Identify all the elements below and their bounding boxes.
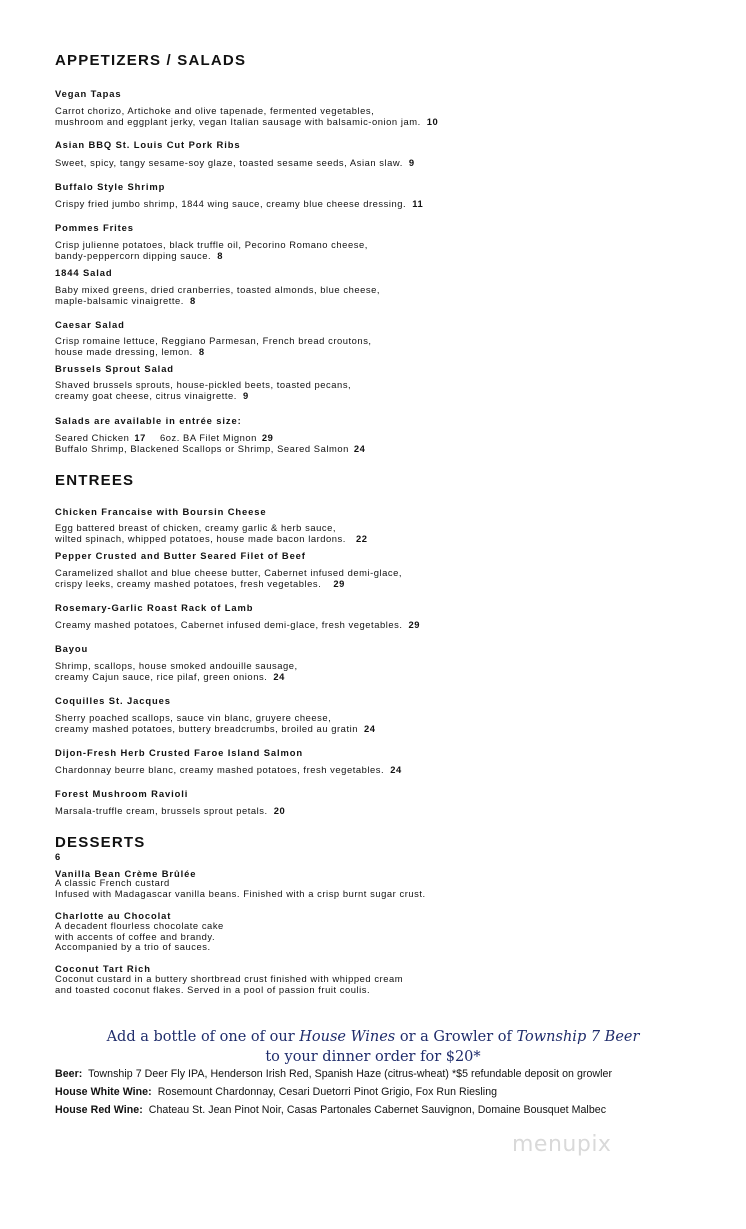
item-caesar-salad: Caesar Salad [55,319,125,330]
price: 22 [355,532,368,544]
desc-pommes-frites: Crisp julienne potatoes, black truffle oil, Pecorino Romano cheese, bandy-peppercorn dipping sauce. 8 [55,239,368,261]
desc-charlotte-au-chocolat: A decadent flourless chocolate cake with accents of coffee and brandy. Accompanied by a trio of sauces. [55,920,224,952]
price: 11 [412,198,424,209]
desc-bayou: Shrimp, scallops, house smoked andouille sausage, creamy Cajun sauce, rice pilaf, green onions. 24 [55,660,298,682]
price: 29 [408,619,421,630]
item-buffalo-shrimp: Buffalo Style Shrimp [55,181,166,192]
item-rack-of-lamb: Rosemary-Garlic Roast Rack of Lamb [55,602,254,613]
price: 24 [364,722,376,734]
price: 8 [217,249,223,261]
desc-faroe-island-salmon: Chardonnay beurre blanc, creamy mashed potatoes, fresh vegetables. 24 [55,764,402,775]
item-coconut-tart: Coconut Tart Rich [55,963,151,974]
item-coquilles-st-jacques: Coquilles St. Jacques [55,695,171,706]
item-vegan-tapas: Vegan Tapas [55,88,122,99]
desc-chicken-francaise: Egg battered breast of chicken, creamy garlic & herb sauce, wilted spinach, whipped potatoes, house made bacon lardons. 22 [55,522,368,544]
price: 8 [198,345,205,357]
price: 20 [273,805,286,816]
desc-brussels-sprout-salad: Shaved brussels sprouts, house-pickled beets, toasted pecans, creamy goat cheese, citrus vinaigrette. 9 [55,379,352,401]
desc-1844-salad: Baby mixed greens, dried cranberries, toasted almonds, blue cheese, maple-balsamic vinaigrette. 8 [55,284,381,306]
desserts-title: DESSERTS [55,834,146,851]
desserts-price: 6 [55,851,62,862]
item-1844-salad: 1844 Salad [55,267,113,278]
entree-size-options: Seared Chicken 17 6oz. BA Filet Mignon 29 Buffalo Shrimp, Blackened Scallops or Shrimp, Seared Salmon 24 [55,432,366,454]
drink-house-white: House White Wine: Rosemount Chardonnay, Cesari Duetorri Pinot Grigio, Fox Run Riesling [55,1086,498,1098]
price: 29 [333,577,345,589]
desc-creme-brulee: A classic French custard Infused with Madagascar vanilla beans. Finished with a crisp burnt sugar crust. [55,877,426,899]
price: 9 [242,389,249,401]
item-pommes-frites: Pommes Frites [55,222,134,233]
item-bayou: Bayou [55,643,89,654]
price: 10 [426,115,439,127]
menupix-watermark: menupix [512,1132,612,1157]
desc-buffalo-shrimp: Crispy fried jumbo shrimp, 1844 wing sauce, creamy blue cheese dressing. 11 [55,198,424,209]
entree-size-heading: Salads are available in entrée size: [55,415,242,426]
item-charlotte-au-chocolat: Charlotte au Chocolat [55,910,172,921]
price: 8 [189,294,196,306]
drink-house-red: House Red Wine: Chateau St. Jean Pinot Noir, Casas Partonales Cabernet Sauvignon, Domaine Bousquet Malbec [55,1104,607,1116]
desc-mushroom-ravioli: Marsala-truffle cream, brussels sprout petals. 20 [55,805,286,816]
item-asian-bbq-ribs: Asian BBQ St. Louis Cut Pork Ribs [55,139,241,150]
item-brussels-sprout-salad: Brussels Sprout Salad [55,363,174,374]
price: 9 [408,157,415,168]
item-creme-brulee: Vanilla Bean Crème Brûlée [55,868,197,879]
desc-filet-of-beef: Caramelized shallot and blue cheese butter, Cabernet infused demi-glace, crispy leeks, creamy mashed potatoes, fresh vegetables. 29 [55,567,403,589]
item-mushroom-ravioli: Forest Mushroom Ravioli [55,788,189,799]
appetizers-title: APPETIZERS / SALADS [55,52,247,69]
item-chicken-francaise: Chicken Francaise with Boursin Cheese [55,506,267,517]
price: 24 [390,764,402,775]
price: 24 [273,670,285,682]
promo-banner [0,1027,746,1067]
desc-vegan-tapas: Carrot chorizo, Artichoke and olive tapenade, fermented vegetables, mushroom and eggplant jerky, vegan Italian sausage with balsamic-onion jam. 10 [55,105,439,127]
drink-beer: Beer: Township 7 Deer Fly IPA, Henderson Irish Red, Spanish Haze (citrus-wheat) *$5 refundable deposit on growler [55,1068,613,1080]
item-faroe-island-salmon: Dijon-Fresh Herb Crusted Faroe Island Salmon [55,747,303,758]
desc-rack-of-lamb: Creamy mashed potatoes, Cabernet infused demi-glace, fresh vegetables. 29 [55,619,421,630]
desc-coconut-tart: Coconut custard in a buttery shortbread crust finished with whipped cream and toasted coconut flakes. Served in a pool of passion fruit coulis. [55,973,404,995]
desc-coquilles-st-jacques: Sherry poached scallops, sauce vin blanc, gruyere cheese, creamy mashed potatoes, buttery breadcrumbs, broiled au gratin 24 [55,712,376,734]
entrees-title: ENTREES [55,472,135,489]
promo-line-1: Add a bottle of one of our House Wines or a Growler of Township 7 Beer [106,1029,640,1045]
desc-caesar-salad: Crisp romaine lettuce, Reggiano Parmesan, French bread croutons, house made dressing, lemon. 8 [55,335,372,357]
promo-line-2: to your dinner order for $20* [265,1049,481,1065]
desc-asian-bbq-ribs: Sweet, spicy, tangy sesame-soy glaze, toasted sesame seeds, Asian slaw. 9 [55,157,415,168]
item-filet-of-beef: Pepper Crusted and Butter Seared Filet of Beef [55,550,306,561]
